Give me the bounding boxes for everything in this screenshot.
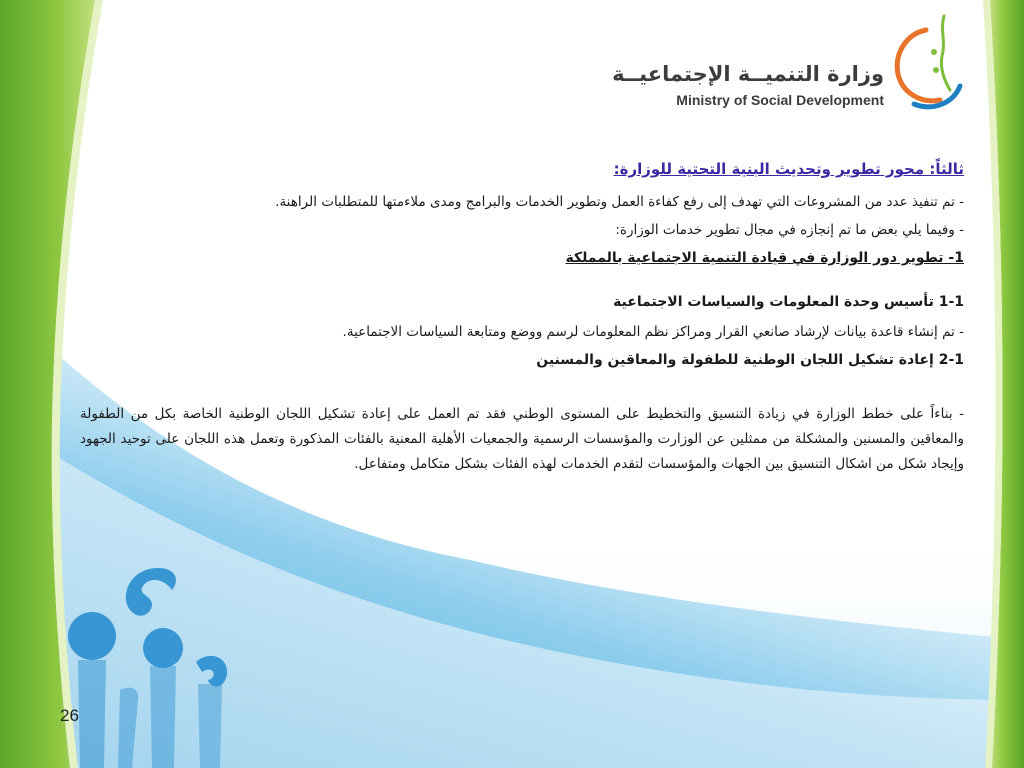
ministry-emblem-icon [886, 12, 966, 112]
subsection-1-1-title: 1-1 تأسيس وحدة المعلومات والسياسات الاجتماعية [613, 294, 964, 310]
section-1-title: 1- تطوير دور الوزارة في قيادة التنمية الاجتماعية بالمملكة [565, 250, 964, 266]
intro-line-2: - وفيما يلي بعض ما تم إنجازه في مجال تطوير خدمات الوزارة: [615, 222, 964, 238]
subsection-1-1-text: - تم إنشاء قاعدة بيانات لإرشاد صانعي القرار ومراكز نظم المعلومات لرسم ووضع ومتابعة السياسات الاجتماعية. [342, 324, 964, 340]
logo-name-arabic: وزارة التنميــة الإجتماعيــة [612, 62, 884, 86]
section-heading: ثالثاً: محور تطوير وتحديث البنية التحتية للوزارة: [613, 160, 964, 178]
slide-content [70, 160, 964, 477]
logo-name-english: Ministry of Social Development [676, 92, 884, 108]
subsection-2-1-title: 2-1 إعادة تشكيل اللجان الوطنية للطفولة والمعاقين والمسنين [536, 352, 964, 368]
ministry-logo [612, 12, 966, 112]
page-number: 26 [60, 706, 79, 725]
intro-line-1: - تم تنفيذ عدد من المشروعات التي تهدف إلى رفع كفاءة العمل وتطوير الخدمات والبرامج ومدى ملاءمتها للمتطلبات الراهنة. [275, 194, 964, 210]
committees-paragraph: - بناءاً على خطط الوزارة في زيادة التنسيق والتخطيط على المستوى الوطني فقد تم العمل على إعادة تشكيل اللجان الوطنية الخاصة بكل من الطفولة والمعاقين والمسنين والمشكلة من ممثلين عن الوزارت والمؤسسات الرسمية والجمعيات الأهلية المعنية بالفئات المذكورة وتعمل هذه اللجان على توحيد الجهود وإيجاد شكل من اشكال التنسيق بين الجهات والمؤسسات لتقدم الخدمات لهذه الفئات بشكل متكامل ومتفاعل. [80, 406, 964, 472]
